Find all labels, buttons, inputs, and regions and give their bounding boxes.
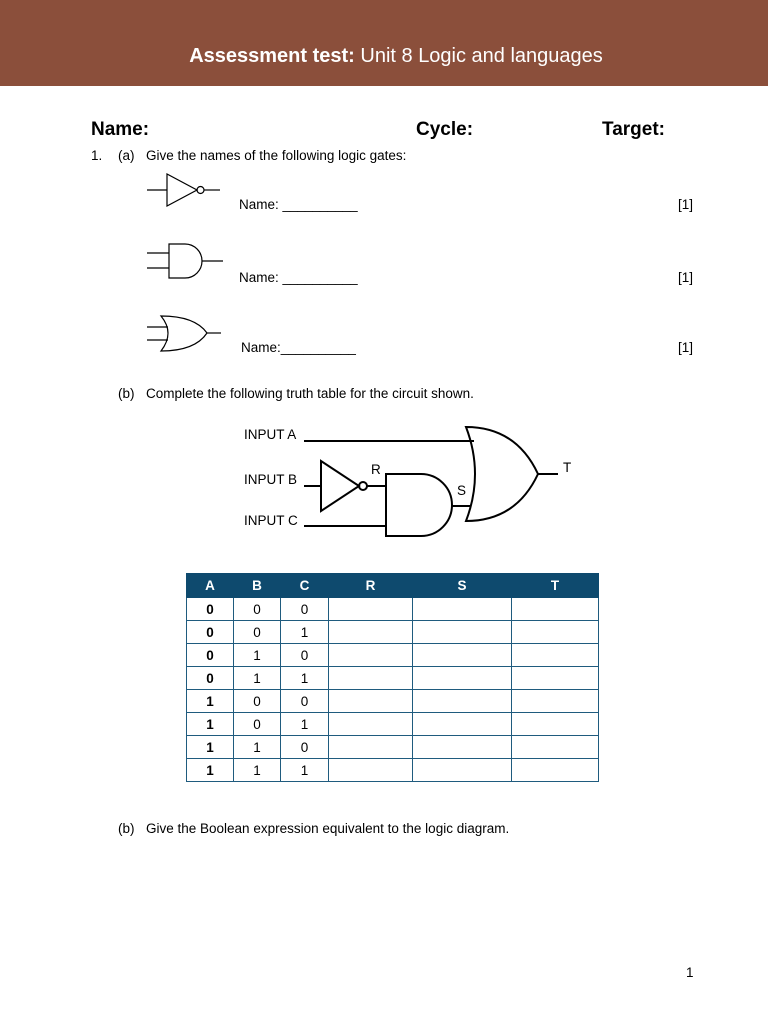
cell-b: 0	[234, 598, 281, 621]
cell-s[interactable]	[413, 759, 512, 782]
part-b-letter: (b)	[118, 386, 135, 401]
name-label: Name:	[91, 119, 150, 140]
gate-2-name-field: Name: __________	[239, 270, 358, 285]
cell-s[interactable]	[413, 667, 512, 690]
table-row	[187, 598, 599, 621]
cell-t[interactable]	[512, 621, 599, 644]
label-s: S	[457, 483, 467, 498]
cell-r[interactable]	[329, 598, 413, 621]
cell-a: 0	[187, 644, 234, 667]
input-b-label: INPUT B	[244, 472, 298, 487]
cell-t[interactable]	[512, 667, 599, 690]
cell-c: 0	[281, 690, 329, 713]
cell-r[interactable]	[329, 690, 413, 713]
cell-s[interactable]	[413, 736, 512, 759]
cell-r[interactable]	[329, 667, 413, 690]
table-row	[187, 644, 599, 667]
cell-t[interactable]	[512, 713, 599, 736]
part-a-text: Give the names of the following logic gates:	[146, 148, 407, 163]
gate-3-name-field: Name:__________	[241, 340, 356, 355]
gate-2-marks: [1]	[678, 270, 694, 285]
cell-s[interactable]	[413, 621, 512, 644]
page-title: Assessment test: Unit 8 Logic and languages	[189, 45, 603, 67]
gate-1-name-field: Name: __________	[239, 197, 358, 212]
cell-a: 0	[187, 621, 234, 644]
cycle-label: Cycle:	[416, 119, 474, 140]
part-a-letter: (a)	[118, 148, 135, 163]
label-r: R	[371, 462, 381, 477]
cell-r[interactable]	[329, 621, 413, 644]
column-header-a: A	[187, 574, 234, 598]
table-row	[187, 621, 599, 644]
cell-r[interactable]	[329, 736, 413, 759]
cell-r[interactable]	[329, 759, 413, 782]
cell-t[interactable]	[512, 759, 599, 782]
part-c-text: Give the Boolean expression equivalent to the logic diagram.	[146, 821, 510, 836]
column-header-s: S	[413, 574, 512, 598]
column-header-t: T	[512, 574, 599, 598]
cell-c: 1	[281, 621, 329, 644]
cell-t[interactable]	[512, 644, 599, 667]
page-number: 1	[686, 965, 694, 980]
cell-s[interactable]	[413, 598, 512, 621]
not-gate-icon	[145, 172, 225, 212]
gate-3-marks: [1]	[678, 340, 694, 355]
table-row	[187, 736, 599, 759]
cell-t[interactable]	[512, 690, 599, 713]
or-gate-icon	[466, 427, 538, 521]
not-gate-icon	[321, 461, 359, 511]
cell-r[interactable]	[329, 644, 413, 667]
cell-a: 1	[187, 690, 234, 713]
part-c-letter: (b)	[118, 821, 135, 836]
cell-b: 0	[234, 713, 281, 736]
cell-b: 0	[234, 690, 281, 713]
cell-c: 0	[281, 644, 329, 667]
cell-a: 0	[187, 667, 234, 690]
or-gate-icon	[145, 314, 225, 354]
header-banner	[0, 0, 768, 86]
column-header-r: R	[329, 574, 413, 598]
cell-a: 1	[187, 713, 234, 736]
and-gate-icon	[386, 474, 452, 536]
cell-t[interactable]	[512, 598, 599, 621]
table-row	[187, 690, 599, 713]
input-a-label: INPUT A	[244, 427, 297, 442]
cell-s[interactable]	[413, 690, 512, 713]
gate-1-marks: [1]	[678, 197, 694, 212]
truth-table	[186, 573, 599, 782]
cell-r[interactable]	[329, 713, 413, 736]
cell-a: 1	[187, 759, 234, 782]
cell-b: 1	[234, 667, 281, 690]
label-t: T	[563, 460, 572, 475]
cell-c: 1	[281, 713, 329, 736]
part-b-text: Complete the following truth table for the circuit shown.	[146, 386, 474, 401]
cell-a: 0	[187, 598, 234, 621]
cell-b: 1	[234, 644, 281, 667]
table-header-row	[187, 574, 599, 598]
question-number: 1.	[91, 148, 103, 163]
cell-b: 1	[234, 736, 281, 759]
cell-c: 1	[281, 759, 329, 782]
cell-c: 0	[281, 736, 329, 759]
cell-c: 1	[281, 667, 329, 690]
table-row	[187, 713, 599, 736]
and-gate-icon	[145, 242, 225, 282]
cell-a: 1	[187, 736, 234, 759]
table-row	[187, 759, 599, 782]
cell-s[interactable]	[413, 713, 512, 736]
input-c-label: INPUT C	[244, 513, 298, 528]
column-header-c: C	[281, 574, 329, 598]
cell-s[interactable]	[413, 644, 512, 667]
target-label: Target:	[602, 119, 665, 140]
cell-t[interactable]	[512, 736, 599, 759]
cell-b: 1	[234, 759, 281, 782]
table-row	[187, 667, 599, 690]
column-header-b: B	[234, 574, 281, 598]
cell-c[interactable]: 0	[281, 598, 329, 621]
logic-circuit-diagram	[236, 420, 586, 545]
cell-b: 0	[234, 621, 281, 644]
